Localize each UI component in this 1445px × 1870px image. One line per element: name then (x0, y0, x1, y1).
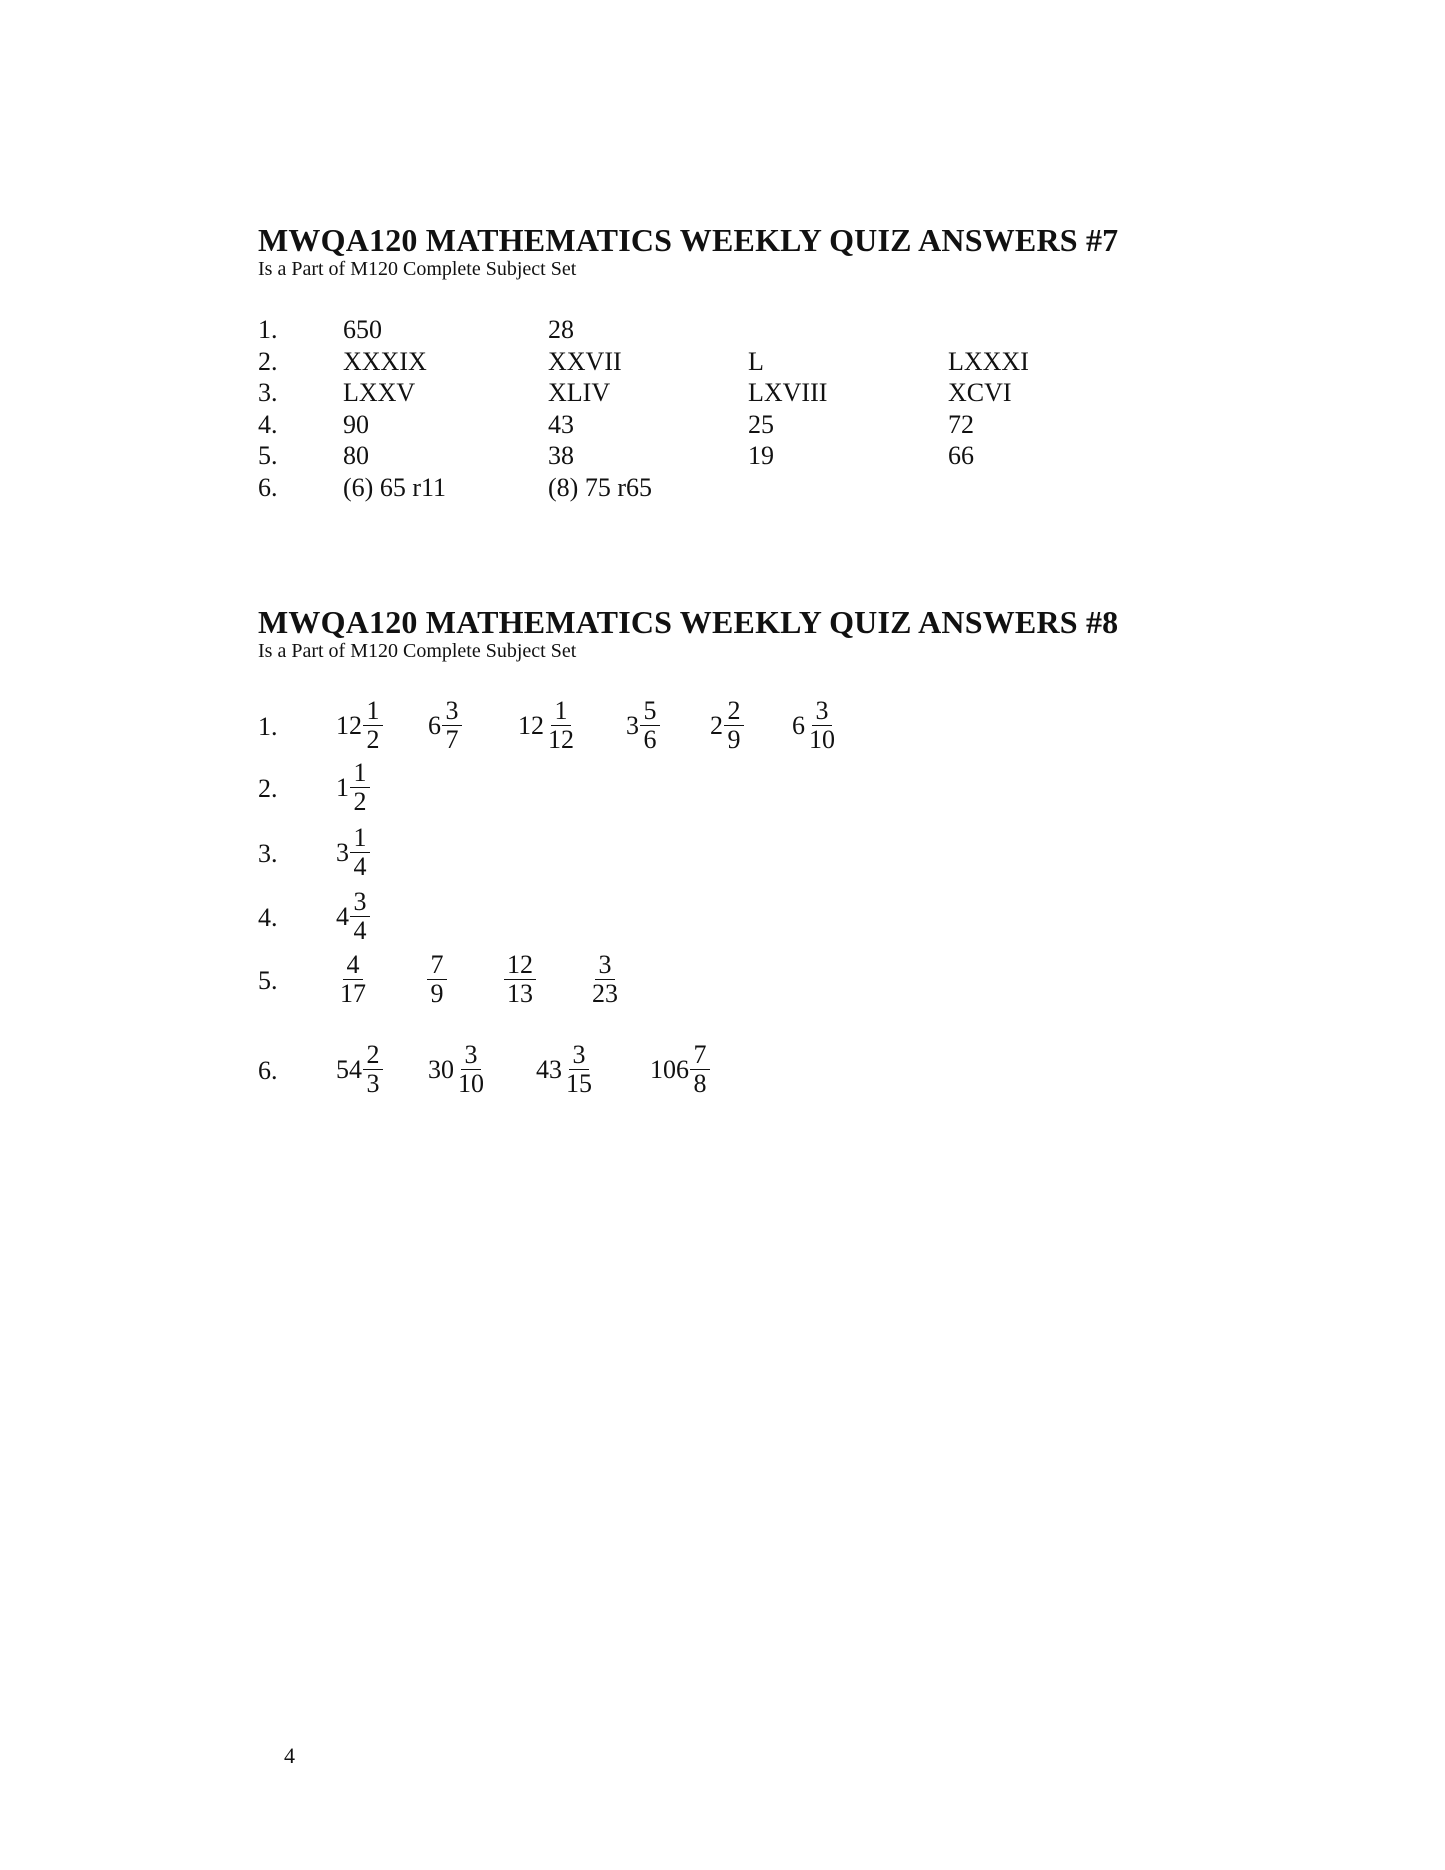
fraction (545, 698, 577, 754)
answer-cell: LXVIII (748, 378, 828, 407)
answer-cell: L (748, 346, 764, 376)
mixed-number-answer (792, 698, 838, 754)
whole-part: 106 (650, 1055, 689, 1084)
whole-part: 2 (710, 711, 723, 740)
numerator: 1 (350, 760, 370, 788)
whole-part: 12 (336, 711, 362, 740)
row-number: 2. (258, 774, 278, 803)
fraction (350, 825, 370, 881)
numerator: 3 (569, 1042, 589, 1070)
row-number: 3. (258, 839, 278, 868)
denominator: 9 (430, 979, 444, 1008)
numerator: 7 (690, 1042, 710, 1070)
whole-part: 1 (336, 773, 349, 802)
mixed-number-answer (626, 698, 660, 754)
numerator: 2 (363, 1042, 383, 1070)
answer-cell: XXVII (548, 346, 622, 376)
mixed-number-answer (536, 1042, 595, 1098)
denominator: 9 (727, 725, 741, 754)
denominator: 6 (643, 725, 657, 754)
whole-part: 43 (536, 1055, 562, 1084)
fraction (724, 698, 744, 754)
mixed-number-answer (710, 698, 744, 754)
numerator: 3 (461, 1042, 481, 1070)
row-number: 2. (258, 346, 278, 376)
row-number: 1. (258, 712, 278, 741)
whole-part: 54 (336, 1055, 362, 1084)
answer-cell: 66 (948, 441, 974, 470)
row-number: 1. (258, 315, 278, 344)
denominator: 2 (353, 787, 367, 816)
answer-cell: 80 (343, 441, 369, 470)
fraction (504, 952, 536, 1008)
numerator: 12 (504, 952, 536, 980)
whole-part: 12 (518, 711, 544, 740)
denominator: 12 (548, 725, 574, 754)
quiz8-subtitle: Is a Part of M120 Complete Subject Set (258, 640, 577, 662)
row-number: 5. (258, 966, 278, 995)
numerator: 5 (640, 698, 660, 726)
numerator: 3 (595, 952, 615, 980)
numerator: 3 (442, 698, 462, 726)
fraction (442, 698, 462, 754)
answer-cell: (6) 65 r11 (343, 472, 447, 502)
fraction (350, 760, 370, 816)
numerator: 1 (551, 698, 571, 726)
fraction (690, 1042, 710, 1098)
fraction (350, 889, 370, 945)
whole-part: 30 (428, 1055, 454, 1084)
fraction (640, 698, 660, 754)
whole-part: 3 (626, 711, 639, 740)
answer-cell: XCVI (948, 378, 1012, 407)
numerator: 7 (427, 952, 447, 980)
denominator: 4 (353, 852, 367, 881)
denominator: 15 (566, 1069, 592, 1098)
fraction (589, 952, 621, 1008)
answer-cell: (8) 75 r65 (548, 472, 652, 502)
page-number: 4 (284, 1743, 295, 1768)
quiz7-section (258, 222, 1119, 502)
answer-cell: 90 (343, 409, 369, 439)
mixed-number-answer (503, 952, 536, 1008)
row-number: 4. (258, 409, 278, 439)
answer-cell: XLIV (548, 378, 611, 407)
mixed-number-answer (336, 825, 370, 881)
answer-cell: 43 (548, 409, 574, 439)
whole-part: 6 (428, 711, 441, 740)
answer-cell: LXXXI (948, 346, 1029, 376)
numerator: 3 (812, 698, 832, 726)
numerator: 1 (350, 825, 370, 853)
mixed-number-answer (336, 698, 383, 754)
answer-cell: 25 (748, 409, 774, 439)
fraction (363, 1042, 383, 1098)
mixed-number-answer (428, 1042, 487, 1098)
whole-part: 6 (792, 711, 805, 740)
fraction (806, 698, 838, 754)
fraction (455, 1042, 487, 1098)
row-number: 3. (258, 378, 278, 407)
quiz7-subtitle: Is a Part of M120 Complete Subject Set (258, 258, 577, 280)
answer-cell: 38 (548, 441, 574, 470)
mixed-number-answer (426, 952, 447, 1008)
row-number: 4. (258, 903, 278, 932)
mixed-number-answer (336, 952, 369, 1008)
denominator: 7 (445, 725, 459, 754)
numerator: 2 (724, 698, 744, 726)
quiz8-title: MWQA120 MATHEMATICS WEEKLY QUIZ ANSWERS #8 (258, 604, 1119, 640)
fraction (363, 698, 383, 754)
numerator: 1 (363, 698, 383, 726)
numerator: 3 (350, 889, 370, 917)
quiz7-title: MWQA120 MATHEMATICS WEEKLY QUIZ ANSWERS #7 (258, 222, 1119, 258)
denominator: 10 (809, 725, 835, 754)
denominator: 4 (353, 916, 367, 945)
whole-part: 3 (336, 838, 349, 867)
mixed-number-answer (336, 1042, 383, 1098)
answer-cell: XXXIX (343, 346, 427, 376)
denominator: 17 (340, 979, 366, 1008)
mixed-number-answer (588, 952, 621, 1008)
answer-cell: LXXV (343, 378, 416, 407)
row-number: 6. (258, 472, 278, 502)
mixed-number-answer (428, 698, 462, 754)
mixed-number-answer (336, 889, 370, 945)
denominator: 3 (366, 1069, 380, 1098)
quiz8-section (258, 604, 1119, 1098)
denominator: 10 (458, 1069, 484, 1098)
mixed-number-answer (518, 698, 577, 754)
numerator: 4 (343, 952, 363, 980)
answer-cell: 650 (343, 315, 382, 344)
fraction (337, 952, 369, 1008)
answer-cell: 19 (748, 441, 774, 470)
whole-part: 4 (336, 902, 349, 931)
mixed-number-answer (650, 1042, 710, 1098)
answer-cell: 72 (948, 409, 974, 439)
row-number: 6. (258, 1056, 278, 1085)
denominator: 8 (693, 1069, 707, 1098)
denominator: 2 (366, 725, 380, 754)
answer-cell: 28 (548, 315, 574, 344)
fraction (427, 952, 447, 1008)
denominator: 13 (507, 979, 533, 1008)
mixed-number-answer (336, 760, 370, 816)
denominator: 23 (592, 979, 618, 1008)
row-number: 5. (258, 441, 278, 470)
fraction (563, 1042, 595, 1098)
